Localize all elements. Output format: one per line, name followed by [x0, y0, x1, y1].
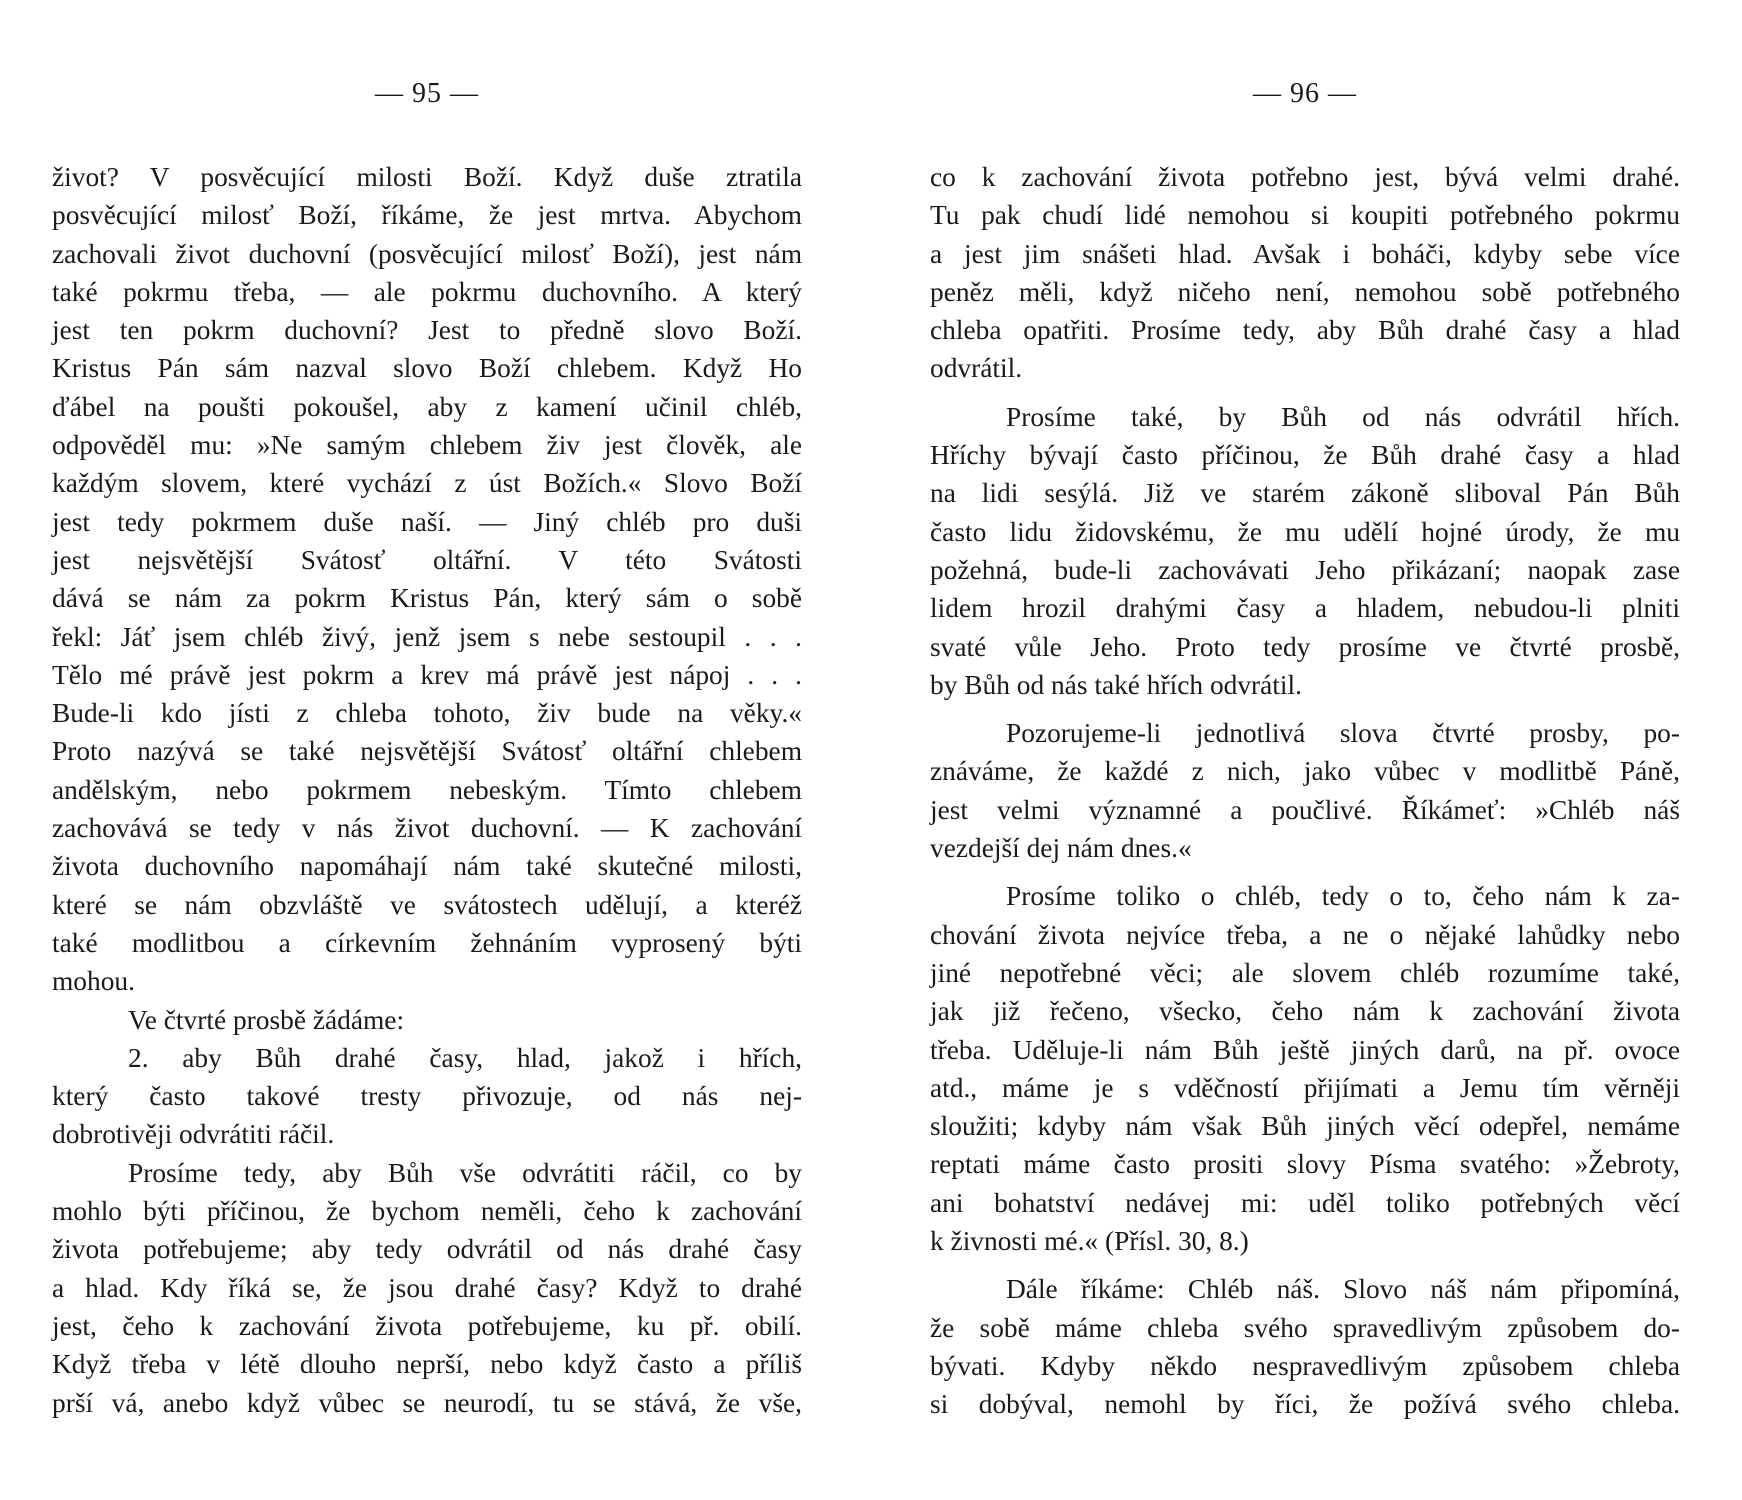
text-line: zachovali život duchovní (posvěcující milosť Boží), jest nám: [52, 238, 802, 269]
text-line: jest ten pokrm duchovní? Jest to předně slovo Boží.: [52, 315, 802, 346]
page-number: — 96 —: [1253, 78, 1357, 109]
text-line: peněz měli, když ničeho není, nemohou sobě potřebného: [930, 276, 1680, 307]
text-line: mohou.: [52, 966, 135, 997]
text-line: na lidi sesýlá. Již ve starém zákoně sliboval Pán Bůh: [930, 478, 1680, 509]
text-line: ani bohatství nedávej mi: uděl toliko potřebných věcí: [930, 1187, 1680, 1218]
text-line: posvěcující milosť Boží, říkáme, že jest mrtva. Abychom: [52, 200, 802, 231]
text-line: reptati máme často prositi slovy Písma svatého: »Žebroty,: [930, 1149, 1680, 1180]
text-line: 2. aby Bůh drahé časy, hlad, jakož i hřích,: [128, 1042, 802, 1073]
text-line: že sobě máme chleba svého spravedlivým způsobem do-: [930, 1312, 1680, 1343]
text-line: řekl: Jáť jsem chléb živý, jenž jsem s nebe sestoupil . . .: [52, 621, 802, 652]
text-line: sloužiti; kdyby nám však Bůh jiných věcí odepřel, nemáme: [930, 1111, 1680, 1142]
text-line: Proto nazývá se také nejsvětější Svátosť oltářní chlebem: [52, 736, 802, 767]
text-line: dává se nám za pokrm Kristus Pán, který sám o sobě: [52, 583, 802, 614]
text-line: lidem hrozil drahými časy a hladem, nebudou-li plniti: [930, 593, 1680, 624]
text-line: Dále říkáme: Chléb náš. Slovo náš nám připomíná,: [1006, 1274, 1680, 1305]
text-line: také modlitbou a církevním žehnáním vyprosený býti: [52, 927, 802, 958]
text-line: a jest jim snášeti hlad. Avšak i boháči, kdyby sebe více: [930, 238, 1680, 269]
text-line: Ve čtvrté prosbě žádáme:: [128, 1004, 405, 1035]
text-line: zachovává se tedy v nás život duchovní. — K zachování: [52, 813, 802, 844]
text-line: andělským, nebo pokrmem nebeským. Tímto chlebem: [52, 774, 802, 805]
page-text: [930, 158, 1680, 1424]
text-line: Tu pak chudí lidé nemohou si koupiti potřebného pokrmu: [930, 200, 1680, 231]
text-line: bývati. Kdyby někdo nespravedlivým způsobem chleba: [930, 1350, 1680, 1381]
text-line: by Bůh od nás také hřích odvrátil.: [930, 669, 1302, 700]
left-page: [52, 0, 802, 1500]
text-line: také pokrmu třeba, — ale pokrmu duchovního. A který: [52, 276, 802, 307]
text-line: jest tedy pokrmem duše naší. — Jiný chléb pro duši: [52, 506, 802, 537]
text-line: třeba. Uděluje-li nám Bůh ještě jiných darů, na př. ovoce: [930, 1034, 1680, 1065]
text-line: svaté vůle Jeho. Proto tedy prosíme ve čtvrté prosbě,: [930, 631, 1680, 662]
right-page: [930, 0, 1680, 1500]
text-line: odvrátil.: [930, 353, 1023, 384]
text-line: který často takové tresty přivozuje, od nás nej-: [52, 1081, 802, 1112]
text-line: znáváme, že každé z nich, jako vůbec v modlitbě Páně,: [930, 756, 1680, 787]
text-line: chleba opatřiti. Prosíme tedy, aby Bůh drahé časy a hlad: [930, 315, 1680, 346]
text-line: dobrotivěji odvrátiti ráčil.: [52, 1119, 335, 1150]
text-line: život? V posvěcující milosti Boží. Když duše ztratila: [52, 162, 802, 192]
text-line: chování života nejvíce třeba, a ne o nějaké lahůdky nebo: [930, 919, 1680, 950]
text-line: Prosíme také, by Bůh od nás odvrátil hřích.: [1006, 401, 1680, 432]
text-line: k živnosti mé.« (Přísl. 30, 8.): [930, 1226, 1249, 1257]
text-line: mohlo býti příčinou, že bychom neměli, čeho k zachování: [52, 1196, 802, 1227]
page-number: — 95 —: [375, 78, 479, 109]
text-line: Kristus Pán sám nazval slovo Boží chlebem. Když Ho: [52, 353, 802, 384]
text-line: vezdejší dej nám dnes.«: [930, 833, 1192, 864]
text-line: jest velmi významné a poučlivé. Říkámeť: »Chléb náš: [930, 794, 1680, 825]
text-line: Prosíme tedy, aby Bůh vše odvrátiti ráčil, co by: [128, 1157, 802, 1188]
text-line: Hříchy bývají často příčinou, že Bůh drahé časy a hlad: [930, 440, 1680, 471]
page-text: [52, 158, 802, 1422]
text-line: které se nám obzvláště ve svátostech udělují, a kteréž: [52, 889, 802, 920]
text-line: každým slovem, které vychází z úst Božích.« Slovo Boží: [52, 468, 802, 499]
text-line: Bude-li kdo jísti z chleba tohoto, živ bude na věky.«: [52, 698, 802, 729]
text-line: si dobýval, nemohl by říci, že požívá svého chleba.: [930, 1389, 1680, 1420]
text-line: jiné nepotřebné věci; ale slovem chléb rozumíme také,: [930, 957, 1680, 988]
text-line: a hlad. Kdy říká se, že jsou drahé časy? Když to drahé: [52, 1272, 802, 1303]
text-line: života potřebujeme; aby tedy odvrátil od nás drahé časy: [52, 1234, 802, 1265]
text-line: atd., máme je s vděčností přijímati a Jemu tím věrněji: [930, 1072, 1680, 1103]
text-line: Prosíme toliko o chléb, tedy o to, čeho nám k za-: [1006, 881, 1680, 912]
text-line: Tělo mé právě jest pokrm a krev má právě jest nápoj . . .: [52, 659, 802, 690]
text-line: často lidu židovskému, že mu udělí hojné úrody, že mu: [930, 516, 1680, 547]
text-line: Pozorujeme-li jednotlivá slova čtvrté prosby, po-: [1006, 718, 1680, 749]
text-line: jest, čeho k zachování života potřebujeme, ku př. obilí.: [52, 1310, 802, 1341]
text-line: ďábel na poušti pokoušel, aby z kamení učinil chléb,: [52, 391, 802, 422]
text-line: odpověděl mu: »Ne samým chlebem živ jest člověk, ale: [52, 430, 802, 461]
text-line: Když třeba v létě dlouho neprší, nebo když často a příliš: [52, 1349, 802, 1380]
text-line: prší vá, anebo když vůbec se neurodí, tu se stává, že vše,: [52, 1387, 802, 1418]
text-line: co k zachování života potřebno jest, bývá velmi drahé.: [930, 162, 1680, 192]
text-line: života duchovního napomáhají nám také skutečné milosti,: [52, 851, 802, 882]
text-line: jak již řečeno, všecko, čeho nám k zachování života: [930, 996, 1680, 1027]
text-line: požehná, bude-li zachovávati Jeho přikázaní; naopak zase: [930, 554, 1680, 585]
text-line: jest nejsvětější Svátosť oltářní. V této Svátosti: [52, 544, 802, 575]
